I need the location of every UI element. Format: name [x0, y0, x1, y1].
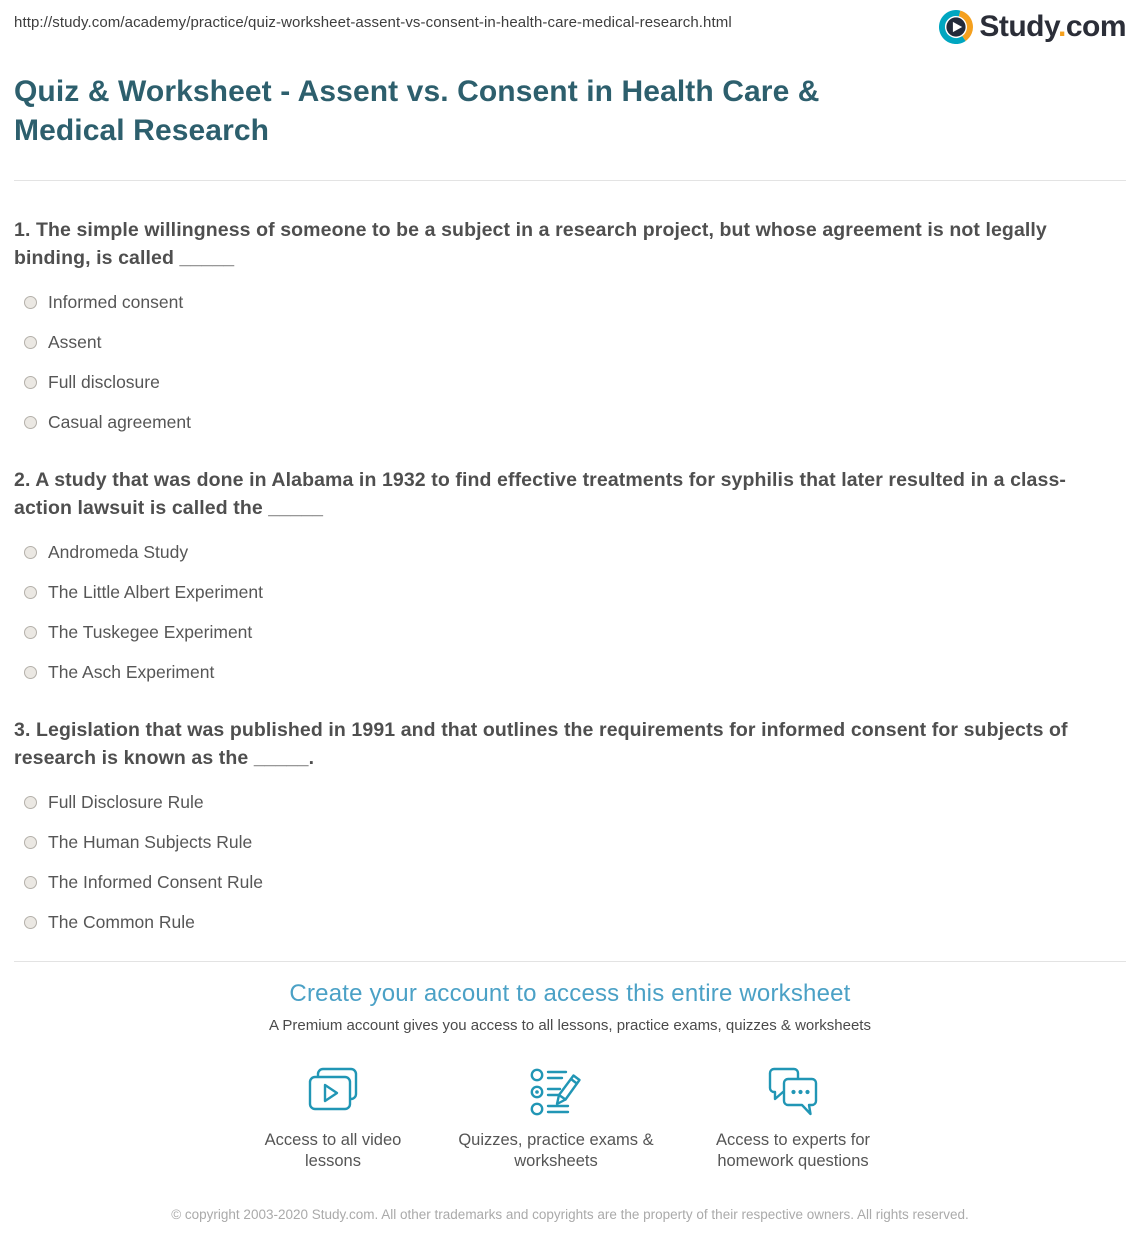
answer-option[interactable]	[14, 333, 1126, 351]
copyright-notice: © copyright 2003-2020 Study.com. All other trademarks and copyrights are the property of their respective owners. All rights reserved.	[171, 1207, 969, 1222]
answer-option-label: Casual agreement	[48, 412, 191, 432]
cta-heading[interactable]: Create your account to access this entire worksheet	[289, 980, 851, 1007]
radio-button[interactable]	[24, 296, 37, 309]
answer-option-label: Full Disclosure Rule	[48, 792, 204, 812]
question-3-text: 3. Legislation that was published in 1991 and that outlines the requirements for informed consent for subjects of research is known as the _____.	[14, 719, 1068, 769]
radio-button[interactable]	[24, 836, 37, 849]
page-header	[14, 0, 1126, 48]
answer-option-label: Full disclosure	[48, 372, 160, 392]
answer-option-label: The Informed Consent Rule	[48, 872, 263, 892]
quiz-worksheet-icon	[447, 1066, 665, 1118]
answer-option[interactable]	[14, 793, 1126, 811]
answer-option-label: Andromeda Study	[48, 542, 189, 562]
radio-button[interactable]	[24, 586, 37, 599]
answer-option-label: The Tuskegee Experiment	[48, 622, 253, 642]
page-title: Quiz & Worksheet - Assent vs. Consent in Health Care & Medical Research	[14, 75, 820, 147]
question-1-options	[14, 293, 1126, 431]
studycom-logo[interactable]	[939, 10, 1126, 44]
divider	[14, 180, 1126, 181]
answer-option[interactable]	[14, 413, 1126, 431]
answer-option[interactable]	[14, 543, 1126, 561]
question-block-3	[14, 716, 1126, 931]
question-block-1	[14, 216, 1126, 431]
feature-label: Access to experts for homework questions	[715, 1131, 871, 1170]
feature-label: Access to all video lessons	[264, 1131, 402, 1170]
answer-option[interactable]	[14, 833, 1126, 851]
radio-button[interactable]	[24, 376, 37, 389]
radio-button[interactable]	[24, 796, 37, 809]
features-row	[14, 1066, 1126, 1172]
answer-option-label: The Common Rule	[48, 912, 195, 932]
question-2-options	[14, 543, 1126, 681]
answer-option[interactable]	[14, 373, 1126, 391]
answer-option[interactable]	[14, 583, 1126, 601]
feature-label: Quizzes, practice exams & worksheets	[458, 1131, 654, 1170]
question-block-2	[14, 466, 1126, 681]
page-url: http://study.com/academy/practice/quiz-worksheet-assent-vs-consent-in-health-care-medical-research.html	[14, 14, 732, 31]
answer-option-label: The Human Subjects Rule	[48, 832, 253, 852]
question-3-options	[14, 793, 1126, 931]
feature-quizzes-worksheets	[447, 1066, 665, 1172]
answer-option-label: The Asch Experiment	[48, 662, 215, 682]
question-1-text: 1. The simple willingness of someone to be a subject in a research project, but whose agreement is not legally binding, is called _____	[14, 219, 1047, 269]
radio-button[interactable]	[24, 626, 37, 639]
answer-option-label: Informed consent	[48, 292, 184, 312]
answer-option[interactable]	[14, 293, 1126, 311]
play-button-logo-icon	[939, 10, 973, 44]
answer-option[interactable]	[14, 623, 1126, 641]
answer-option-label: Assent	[48, 332, 102, 352]
divider	[14, 961, 1126, 962]
radio-button[interactable]	[24, 336, 37, 349]
answer-option[interactable]	[14, 873, 1126, 891]
question-2-text: 2. A study that was done in Alabama in 1932 to find effective treatments for syphilis that later resulted in a class-action lawsuit is called the _____	[14, 469, 1066, 519]
radio-button[interactable]	[24, 666, 37, 679]
answer-option[interactable]	[14, 913, 1126, 931]
cta-section	[14, 980, 1126, 1034]
cta-subheading: A Premium account gives you access to all lessons, practice exams, quizzes & worksheets	[269, 1017, 871, 1034]
radio-button[interactable]	[24, 416, 37, 429]
answer-option[interactable]	[14, 663, 1126, 681]
feature-video-lessons	[253, 1066, 413, 1172]
radio-button[interactable]	[24, 546, 37, 559]
feature-expert-help	[699, 1066, 887, 1172]
logo-wordmark: Study.com	[979, 10, 1126, 43]
radio-button[interactable]	[24, 916, 37, 929]
radio-button[interactable]	[24, 876, 37, 889]
video-lessons-icon	[253, 1066, 413, 1118]
answer-option-label: The Little Albert Experiment	[48, 582, 263, 602]
expert-chat-icon	[699, 1066, 887, 1118]
